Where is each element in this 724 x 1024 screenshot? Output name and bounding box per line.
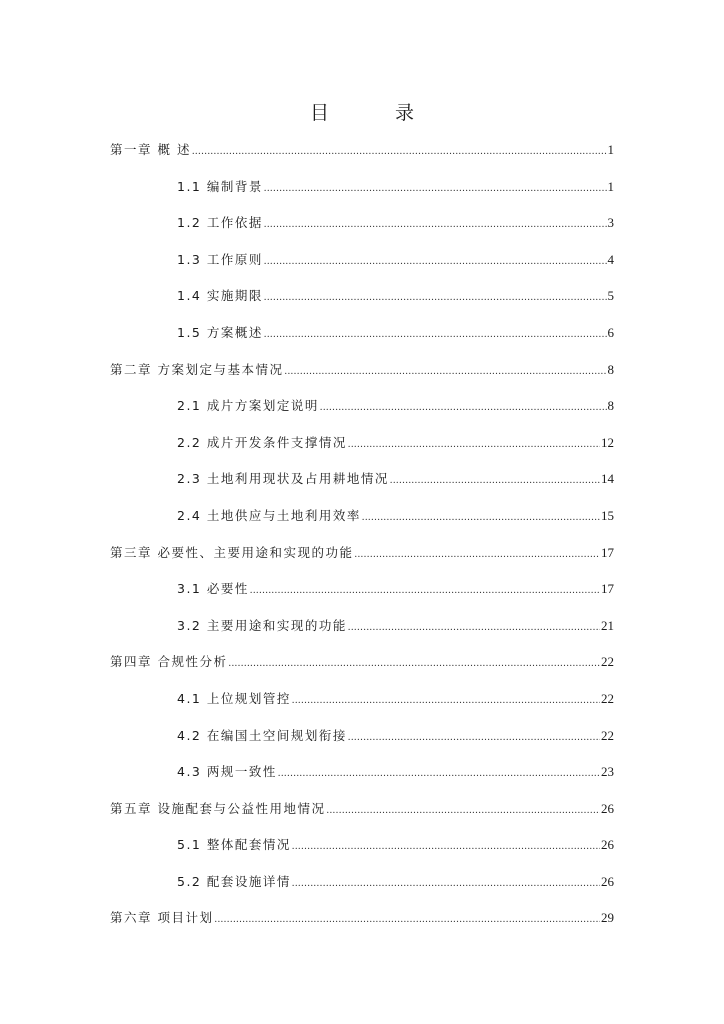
toc-entry-label: 4.1 上位规划管控 [177,690,291,706]
toc-entry-label: 4.3 两规一致性 [177,764,277,780]
toc-page-number: 1 [607,178,614,194]
toc-entry-label: 第四章 合规性分析 [110,654,228,670]
toc-section-entry[interactable] [110,833,614,870]
toc-dot-leader [264,286,607,310]
toc-dot-leader [264,323,607,347]
toc-page-number: 26 [601,800,614,816]
toc-section-entry[interactable] [110,211,614,248]
toc-entry-label: 5.1 整体配套情况 [177,837,291,853]
toc-entry-label: 1.2 工作依据 [177,215,263,231]
toc-page-number: 23 [601,764,614,780]
toc-dot-leader [348,726,600,750]
toc-entry-label: 2.1 成片方案划定说明 [177,398,319,414]
toc-dot-leader [264,213,607,237]
toc-section-entry[interactable] [110,760,614,797]
toc-section-entry[interactable] [110,321,614,358]
toc-page-number: 17 [601,581,614,597]
toc-entry-label: 1.3 工作原则 [177,251,263,267]
toc-entry-label: 3.1 必要性 [177,581,249,597]
toc-page-number: 21 [601,617,614,633]
toc-page-number: 22 [601,727,614,743]
toc-chapter-entry[interactable] [110,650,614,687]
toc-entry-label: 2.4 土地供应与土地利用效率 [177,507,361,523]
toc-dot-leader [264,250,607,274]
toc-section-entry[interactable] [110,248,614,285]
toc-page-number: 3 [607,215,614,231]
toc-chapter-entry[interactable] [110,541,614,578]
toc-entry-label: 4.2 在编国土空间规划衔接 [177,727,347,743]
toc-dot-leader [264,177,607,201]
toc-dot-leader [390,469,600,493]
toc-dot-leader [214,908,600,932]
toc-chapter-entry[interactable] [110,797,614,834]
toc-page-number: 5 [607,288,614,304]
toc-section-entry[interactable] [110,467,614,504]
toc-page-number: 1 [607,142,614,157]
toc-entry-label: 第二章 方案划定与基本情况 [110,361,284,377]
toc-section-entry[interactable] [110,614,614,651]
toc-dot-leader [250,579,600,603]
toc-section-entry[interactable] [110,724,614,761]
toc-page-number: 12 [601,434,614,450]
toc-dot-leader [348,616,600,640]
toc-entry-label: 1.5 方案概述 [177,324,263,340]
toc-page-number: 26 [601,873,614,889]
toc-page-number: 26 [601,837,614,853]
toc-page-number: 17 [601,544,614,560]
toc-entry-label: 第三章 必要性、主要用途和实现的功能 [110,544,354,560]
toc-entry-label: 1.4 实施期限 [177,288,263,304]
toc-chapter-entry[interactable] [110,906,614,943]
toc-page-number: 22 [601,654,614,670]
table-of-contents [110,138,614,943]
toc-dot-leader [292,835,600,859]
toc-dot-leader [348,433,600,457]
toc-dot-leader [192,140,607,164]
toc-section-entry[interactable] [110,284,614,321]
page-title: 目 录 [309,102,445,124]
toc-dot-leader [292,689,600,713]
toc-dot-leader [228,652,600,676]
toc-entry-label: 第五章 设施配套与公益性用地情况 [110,800,326,816]
toc-page-number: 8 [607,398,614,414]
toc-chapter-entry[interactable] [110,358,614,395]
toc-dot-leader [292,872,600,896]
toc-dot-leader [354,543,600,567]
toc-dot-leader [278,762,600,786]
toc-entry-label: 2.2 成片开发条件支撑情况 [177,434,347,450]
toc-entry-label: 5.2 配套设施详情 [177,873,291,889]
toc-section-entry[interactable] [110,577,614,614]
toc-entry-label: 3.2 主要用途和实现的功能 [177,617,347,633]
toc-chapter-entry[interactable] [110,138,614,175]
toc-section-entry[interactable] [110,870,614,907]
toc-section-entry[interactable] [110,431,614,468]
toc-section-entry[interactable] [110,175,614,212]
toc-entry-label: 2.3 土地利用现状及占用耕地情况 [177,471,389,487]
toc-dot-leader [362,506,600,530]
toc-dot-leader [320,396,607,420]
toc-page-number: 22 [601,690,614,706]
toc-page-number: 8 [607,361,614,377]
toc-section-entry[interactable] [110,687,614,724]
toc-page-number: 15 [601,507,614,523]
toc-section-entry[interactable] [110,504,614,541]
toc-page-number: 6 [607,324,614,340]
toc-page-number: 14 [601,471,614,487]
toc-entry-label: 1.1 编制背景 [177,178,263,194]
toc-entry-label: 第一章 概 述 [110,142,191,157]
toc-dot-leader [326,799,600,823]
toc-page-number: 4 [607,251,614,267]
toc-entry-label: 第六章 项目计划 [110,910,214,926]
toc-dot-leader [284,360,606,384]
toc-page-number: 29 [601,910,614,926]
toc-section-entry[interactable] [110,394,614,431]
